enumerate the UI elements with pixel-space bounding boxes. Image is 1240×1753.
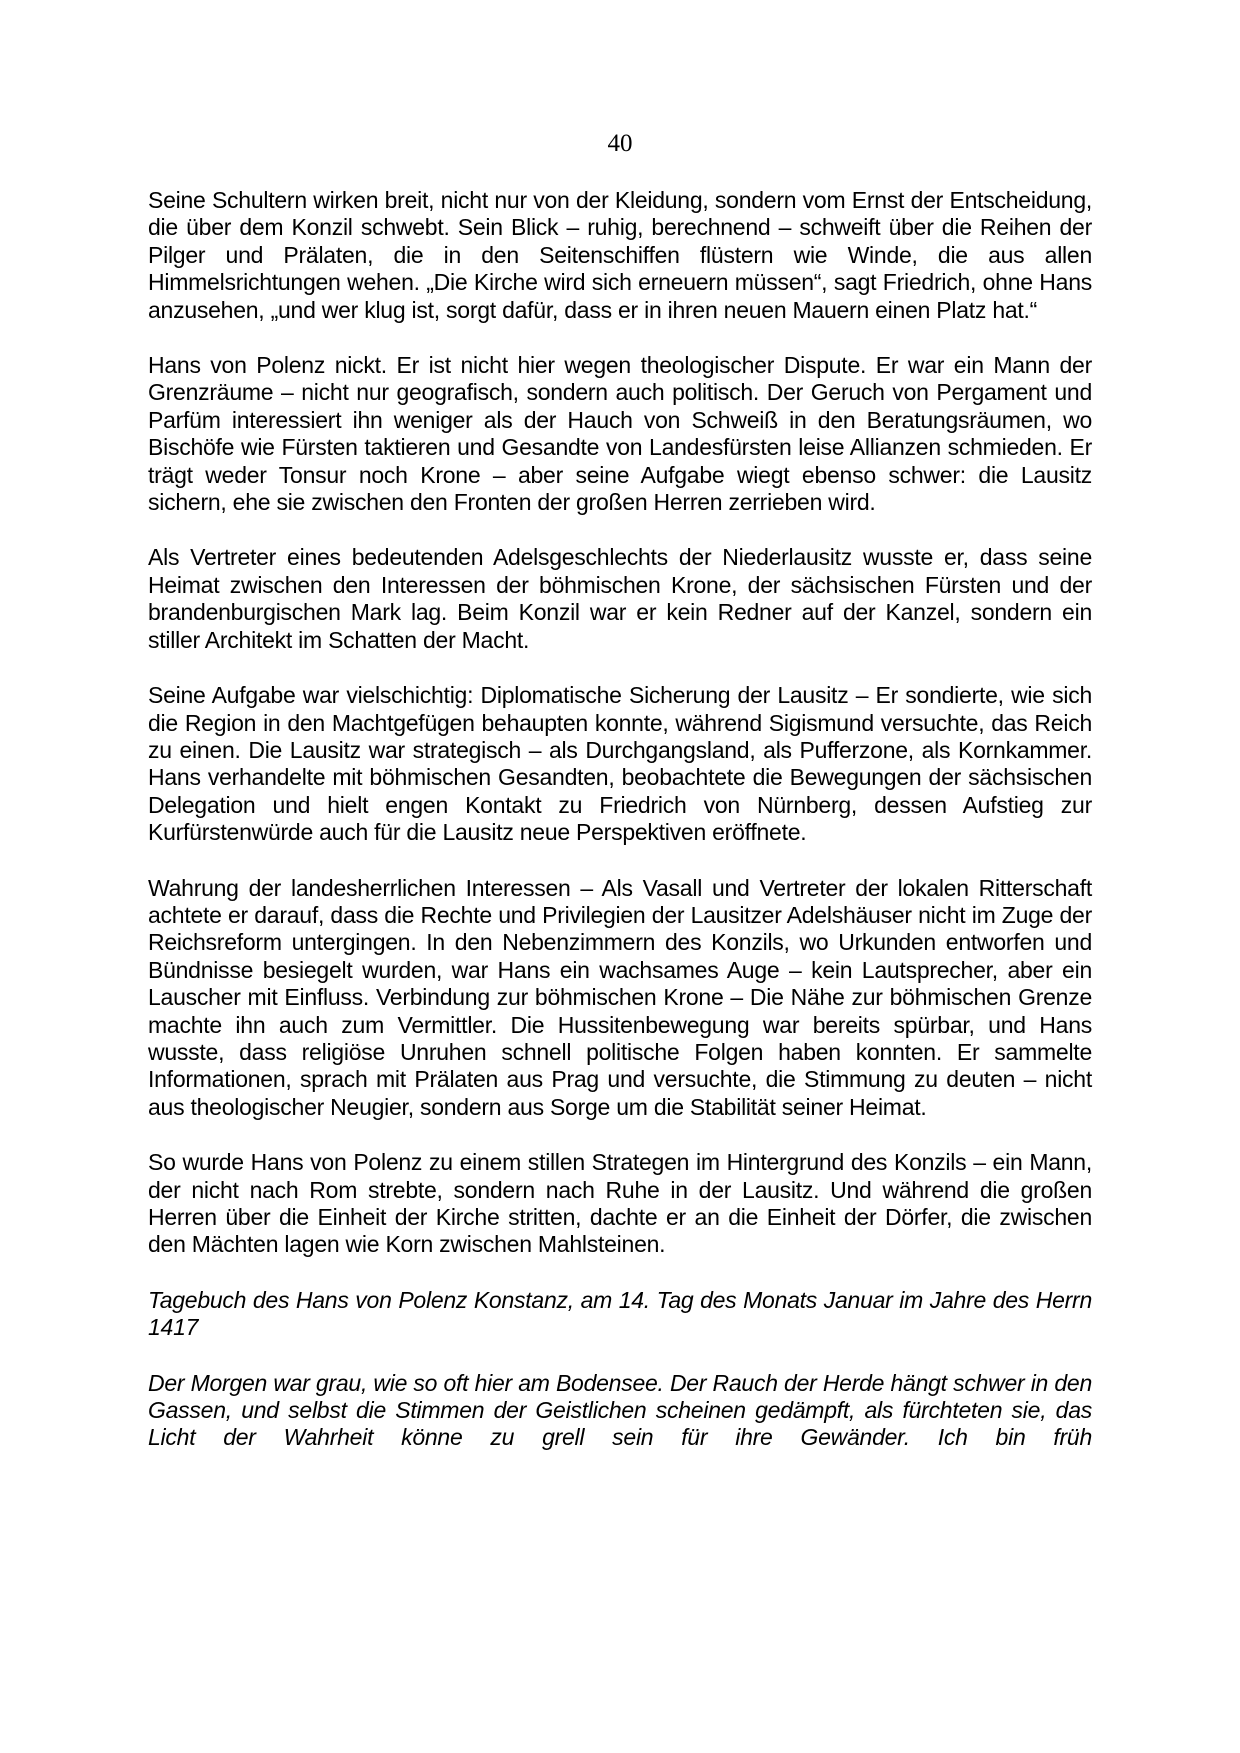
paragraph-6: So wurde Hans von Polenz zu einem stillen Strategen im Hintergrund des Konzils – ein Mann, der nicht nach Rom strebte, sondern nach Ruhe in der Lausitz. Und während die großen Herren über die Einheit der Kirche stritten, dachte er an die Einheit der Dörfer, die zwischen den Mächten lagen wie Korn zwischen Mahlsteinen. [148, 1149, 1092, 1258]
diary-heading-paragraph: Tagebuch des Hans von Polenz Konstanz, am 14. Tag des Monats Januar im Jahre des Herrn 1417 [148, 1286, 1092, 1341]
paragraph-1: Seine Schultern wirken breit, nicht nur von der Kleidung, sondern vom Ernst der Entscheidung, die über dem Konzil schwebt. Sein Blick – ruhig, berechnend – schweift über die Reihen der Pilger und Prälaten, die in den Seitenschiffen flüstern wie Winde, die aus allen Himmelsrichtungen wehen. „Die Kirche wird sich erneuern müssen“, sagt Friedrich, ohne Hans anzusehen, „und wer klug ist, sorgt dafür, dass er in ihren neuen Mauern einen Platz hat.“ [148, 187, 1092, 323]
document-body [148, 187, 1092, 1452]
page-number: 40 [607, 130, 633, 157]
paragraph-4: Seine Aufgabe war vielschichtig: Diplomatische Sicherung der Lausitz – Er sondierte, wie sich die Region in den Machtgefügen behaupten konnte, während Sigismund versuchte, das Reich zu einen. Die Lausitz war strategisch – als Durchgangsland, als Pufferzone, als Kornkammer. Hans verhandelte mit böhmischen Gesandten, beobachtete die Bewegungen der sächsischen Delegation und hielt engen Kontakt zu Friedrich von Nürnberg, dessen Aufstieg zur Kurfürstenwürde auch für die Lausitz neue Perspektiven eröffnete. [148, 682, 1092, 846]
paragraph-5: Wahrung der landesherrlichen Interessen – Als Vasall und Vertreter der lokalen Ritterschaft achtete er darauf, dass die Rechte und Privilegien der Lausitzer Adelshäuser nicht im Zuge der Reichsreform untergingen. In den Nebenzimmern des Konzils, wo Urkunden entworfen und Bündnisse besiegelt wurden, war Hans ein wachsames Auge – kein Lautsprecher, aber ein Lauscher mit Einfluss. Verbindung zur böhmischen Krone – Die Nähe zur böhmischen Grenze machte ihn auch zum Vermittler. Die Hussitenbewegung war bereits spürbar, und Hans wusste, dass religiöse Unruhen schnell politische Folgen haben konnten. Er sammelte Informationen, sprach mit Prälaten aus Prag und versuchte, die Stimmung zu deuten – nicht aus theologischer Neugier, sondern aus Sorge um die Stabilität seiner Heimat. [148, 874, 1092, 1120]
paragraph-3: Als Vertreter eines bedeutenden Adelsgeschlechts der Niederlausitz wusste er, dass seine Heimat zwischen den Interessen der böhmischen Krone, der sächsischen Fürsten und der brandenburgischen Mark lag. Beim Konzil war er kein Redner auf der Kanzel, sondern ein stiller Architekt im Schatten der Macht. [148, 544, 1092, 653]
diary-entry-paragraph: Der Morgen war grau, wie so oft hier am Bodensee. Der Rauch der Herde hängt schwer in den Gassen, und selbst die Stimmen der Geistlichen scheinen gedämpft, als fürchteten sie, das Licht der Wahrheit könne zu grell sein für ihre Gewänder. Ich bin früh [148, 1369, 1092, 1451]
paragraph-2: Hans von Polenz nickt. Er ist nicht hier wegen theologischer Dispute. Er war ein Mann der Grenzräume – nicht nur geografisch, sondern auch politisch. Der Geruch von Pergament und Parfüm interessiert ihn weniger als der Hauch von Schweiß in den Beratungsräumen, wo Bischöfe wie Fürsten taktieren und Gesandte von Landesfürsten leise Allianzen schmieden. Er trägt weder Tonsur noch Krone – aber seine Aufgabe wiegt ebenso schwer: die Lausitz sichern, ehe sie zwischen den Fronten der großen Herren zerrieben wird. [148, 352, 1092, 516]
